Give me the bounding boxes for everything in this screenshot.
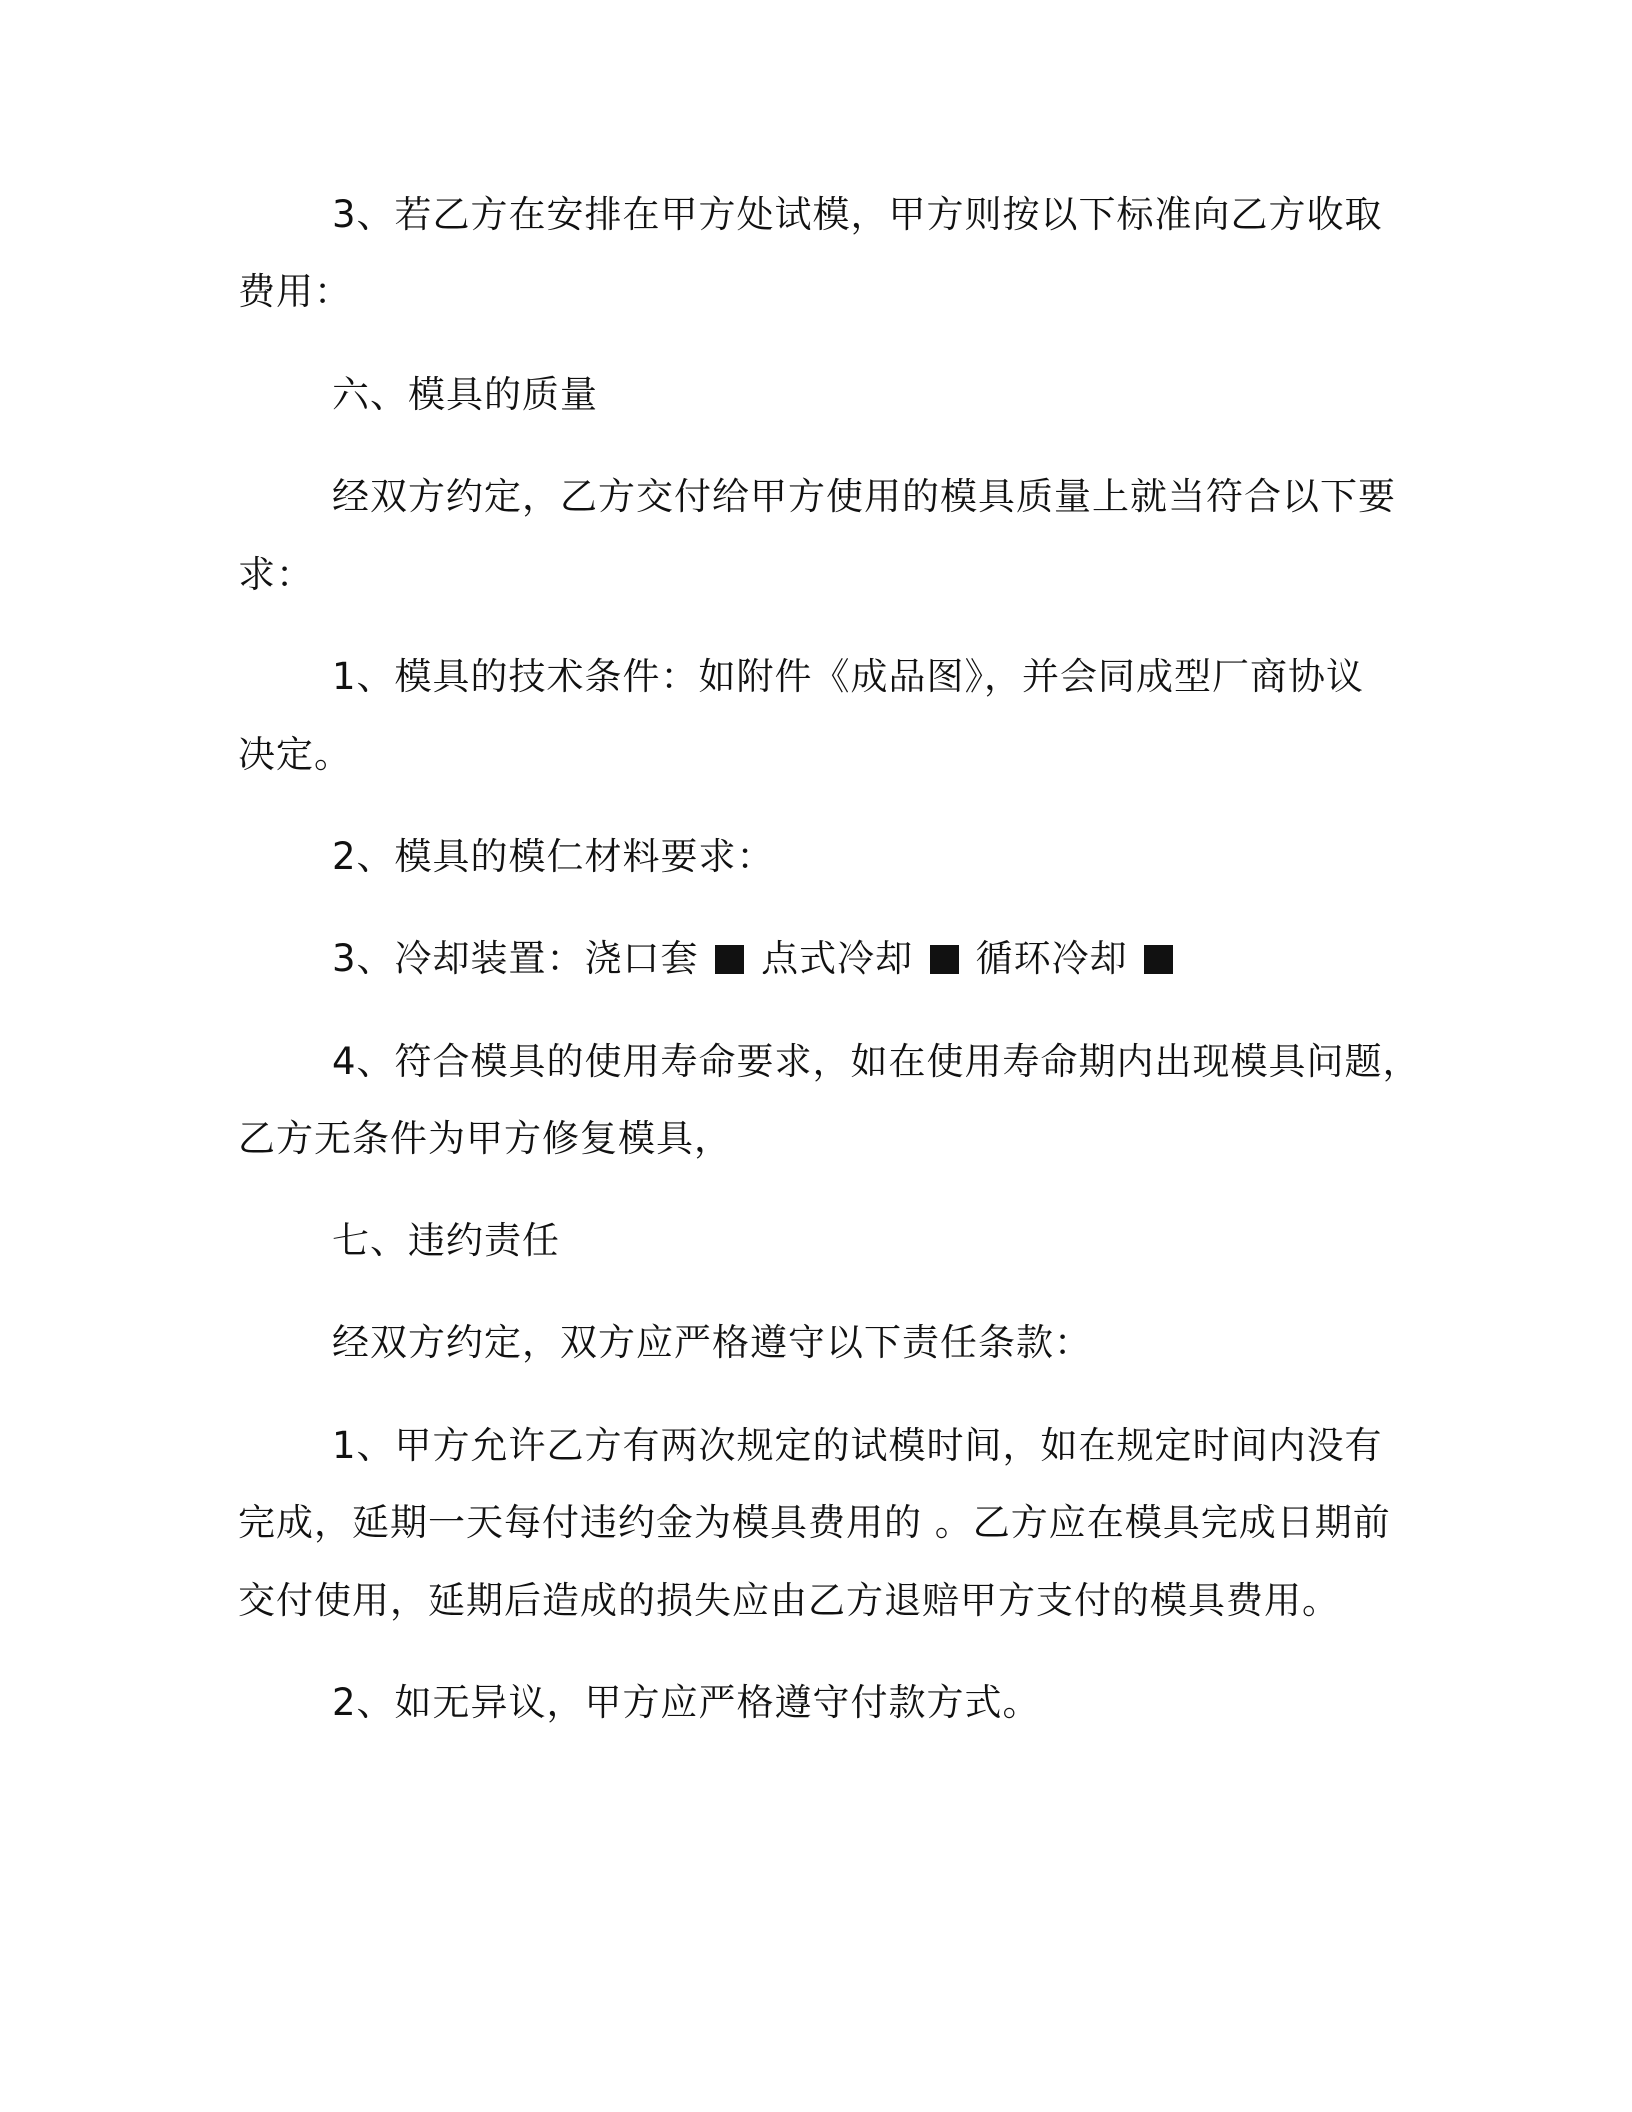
cooling-option-circulation: 循环冷却	[975, 937, 1128, 980]
paragraph-line: 4、符合模具的使用寿命要求，如在使用寿命期内出现模具问题，	[332, 1040, 1421, 1083]
cooling-line	[332, 937, 1177, 981]
paragraph-line: 2、如无异议，甲方应严格遵守付款方式。	[332, 1681, 1041, 1724]
checkbox-square-icon	[1144, 945, 1173, 974]
paragraph-line: 决定。	[238, 733, 352, 776]
section-heading: 七、违约责任	[332, 1219, 560, 1262]
paragraph-line: 1、模具的技术条件：如附件《成品图》，并会同成型厂商协议	[332, 655, 1365, 698]
paragraph-line: 经双方约定，乙方交付给甲方使用的模具质量上就当符合以下要	[332, 475, 1396, 518]
paragraph-line: 求：	[238, 553, 314, 596]
paragraph-line: 乙方无条件为甲方修复模具，	[238, 1117, 732, 1160]
paragraph-line: 交付使用，延期后造成的损失应由乙方退赔甲方支付的模具费用。	[238, 1579, 1340, 1622]
paragraph-line: 经双方约定，双方应严格遵守以下责任条款：	[332, 1321, 1092, 1364]
cooling-prefix: 3、冷却装置：浇口套	[332, 937, 699, 980]
checkbox-square-icon	[715, 945, 744, 974]
section-heading: 六、模具的质量	[332, 373, 598, 416]
paragraph-line: 费用：	[238, 270, 352, 313]
cooling-option-spot: 点式冷却	[761, 937, 914, 980]
paragraph-line: 3、若乙方在安排在甲方处试模，甲方则按以下标准向乙方收取	[332, 193, 1383, 236]
paragraph-line: 完成，延期一天每付违约金为模具费用的 。乙方应在模具完成日期前	[238, 1501, 1391, 1544]
paragraph-line: 1、甲方允许乙方有两次规定的试模时间，如在规定时间内没有	[332, 1424, 1383, 1467]
checkbox-square-icon	[930, 945, 959, 974]
paragraph-line: 2、模具的模仁材料要求：	[332, 835, 775, 878]
